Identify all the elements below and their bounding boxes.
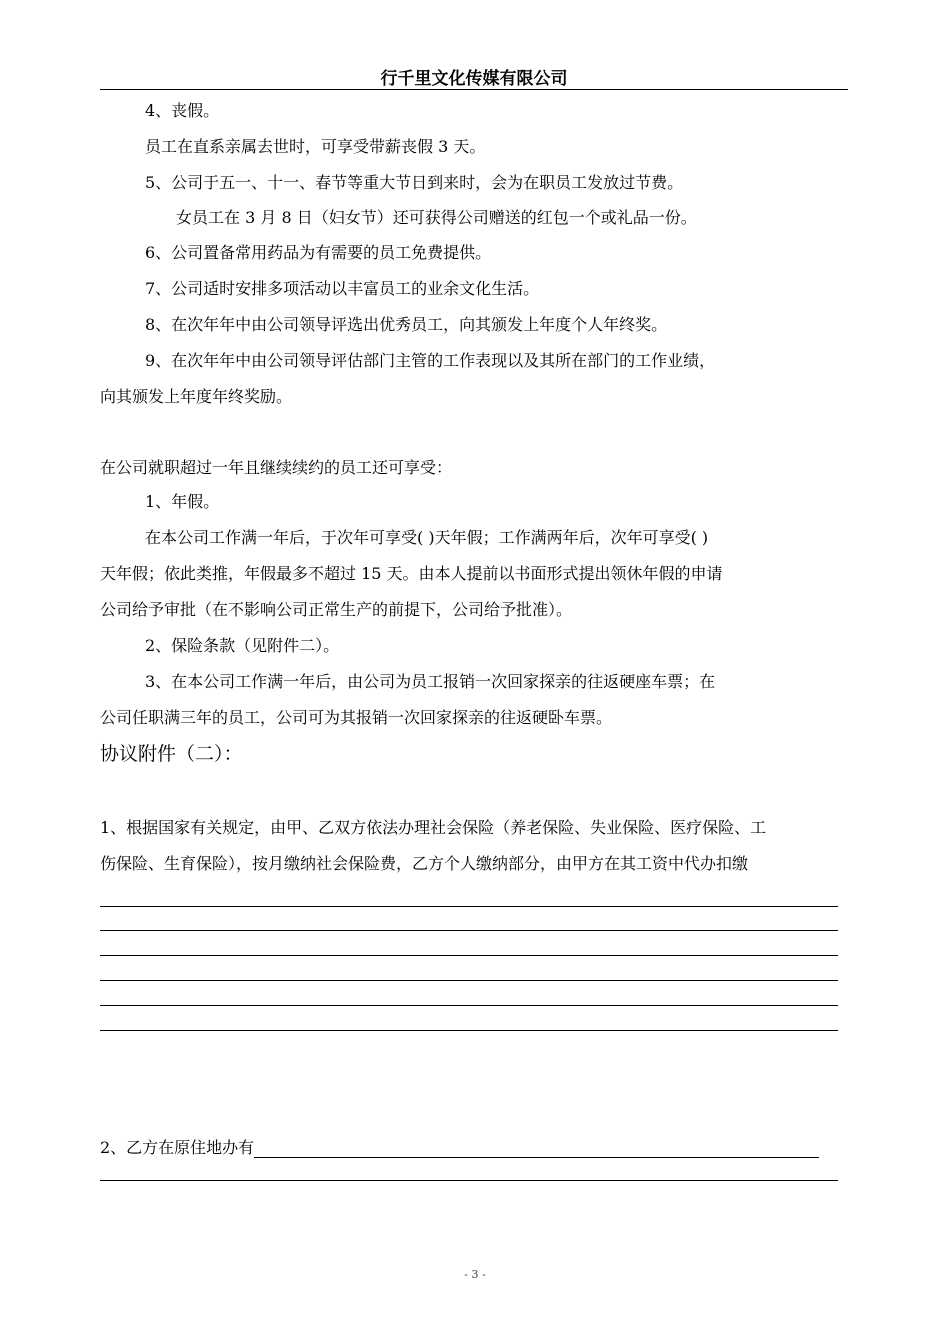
fill-in-line[interactable] [100,980,838,981]
benefit-line: 6、公司置备常用药品为有需要的员工免费提供。 [145,243,492,262]
clause2-blank[interactable] [254,1141,819,1158]
page-number: - 3 - [464,1268,486,1281]
benefit-line: 员工在直系亲属去世时，可享受带薪丧假 3 天。 [145,137,486,156]
fill-in-line[interactable] [100,1030,838,1031]
senior-intro: 在公司就职超过一年且继续续约的员工还可享受： [100,458,453,477]
senior-line: 2、保险条款（见附件二）。 [145,636,340,655]
fill-in-line[interactable] [100,930,838,931]
fill-in-line[interactable] [100,906,838,907]
header-rule [100,89,848,90]
benefit-line: 8、在次年年中由公司领导评选出优秀员工，向其颁发上年度个人年终奖。 [145,315,668,334]
benefit-line: 女员工在 3 月 8 日（妇女节）还可获得公司赠送的红包一个或礼品一份。 [176,208,697,227]
benefit-line: 5、公司于五一、十一、春节等重大节日到来时，会为在职员工发放过节费。 [145,173,684,192]
clause2-line [100,1138,819,1158]
benefit-line: 9、在次年年中由公司领导评估部门主管的工作表现以及其所在部门的工作业绩， [145,351,716,370]
benefit-line: 4、丧假。 [145,101,220,120]
senior-line: 3、在本公司工作满一年后，由公司为员工报销一次回家探亲的往返硬座车票；在 [145,672,716,691]
company-header: 行千里文化传媒有限公司 [380,69,568,89]
clause2-text: 2、乙方在原住地办有 [100,1138,255,1157]
senior-line: 1、年假。 [145,492,220,511]
clause1-line2: 伤保险、生育保险），按月缴纳社会保险费，乙方个人缴纳部分，由甲方在其工资中代办扣缴 [100,854,749,873]
senior-line: 天年假；依此类推，年假最多不超过 15 天。由本人提前以书面形式提出领休年假的申请 [100,564,723,583]
benefit-line: 7、公司适时安排多项活动以丰富员工的业余文化生活。 [145,279,540,298]
fill-in-line[interactable] [100,955,838,956]
clause1-line1: 1、根据国家有关规定，由甲、乙双方依法办理社会保险（养老保险、失业保险、医疗保险、工 [100,818,767,837]
senior-line: 公司任职满三年的员工，公司可为其报销一次回家探亲的往返硬卧车票。 [100,708,613,727]
fill-in-line[interactable] [100,1180,838,1181]
appendix-title: 协议附件（二）： [100,743,243,765]
senior-line: 公司给予审批（在不影响公司正常生产的前提下，公司给予批准）。 [100,600,573,619]
benefit-line: 向其颁发上年度年终奖励。 [100,387,293,406]
senior-line: 在本公司工作满一年后，于次年可享受( )天年假；工作满两年后，次年可享受( ) [145,528,709,547]
fill-in-line[interactable] [100,1005,838,1006]
